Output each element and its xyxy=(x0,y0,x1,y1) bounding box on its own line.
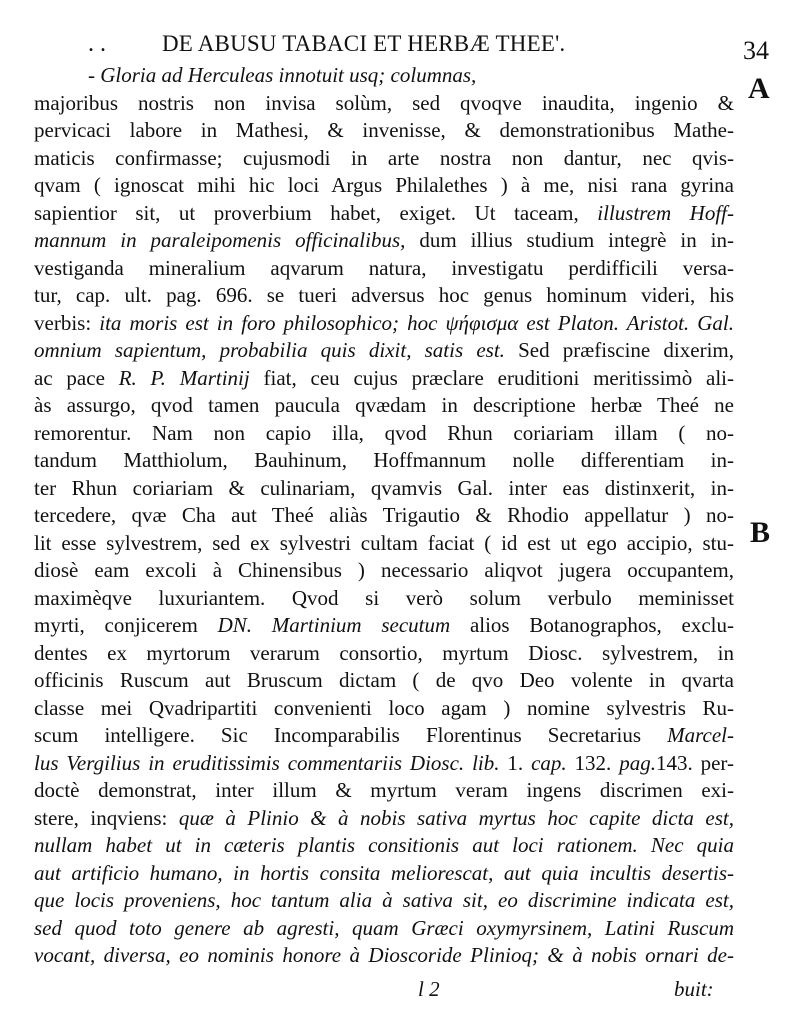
italic-text: aut artificio humano, in hortis consita meliorescat, aut quia incultis desertis- xyxy=(34,860,734,885)
page-header xyxy=(0,32,800,56)
text-line xyxy=(34,695,734,723)
roman-text: doctè demonstrat, inter illum & myrtum veram ingens discrimen exi- xyxy=(34,778,734,802)
text-line xyxy=(34,200,734,228)
roman-text: alios Botanographos, exclu- xyxy=(450,613,734,637)
text-line xyxy=(34,475,734,503)
text-line xyxy=(34,255,734,283)
text-line xyxy=(34,860,734,888)
italic-text: ita moris est in foro philosophico; hoc ψήφισμα est Platon. Aristot. Gal. xyxy=(99,310,734,335)
roman-text: tercedere, qvæ Cha aut Theé aliàs Trigautio & Rhodio appellatur ) no- xyxy=(34,503,734,527)
text-line xyxy=(34,62,734,90)
text-line xyxy=(34,750,734,778)
roman-text: maximèqve luxuriantem. Qvod si verò solum verbulo meminisset xyxy=(34,585,734,610)
text-line xyxy=(34,640,734,668)
text-line xyxy=(34,722,734,750)
roman-text: vestiganda mineralium aqvarum natura, investigatu perdifficili versa- xyxy=(34,255,734,280)
italic-text: omnium sapientum, probabilia quis dixit, satis est. xyxy=(34,338,505,362)
text-line xyxy=(34,585,734,613)
roman-text: sapientior sit, ut proverbium habet, exiget. Ut taceam, xyxy=(34,200,598,225)
italic-text: Marcel- xyxy=(667,723,734,747)
italic-text: cap. xyxy=(531,750,567,775)
text-line xyxy=(34,530,734,558)
roman-text: dentes ex myrtorum verarum consortio, myrtum Diosc. sylvestrem, in xyxy=(34,640,734,665)
text-line xyxy=(34,667,734,695)
italic-text: pag. xyxy=(619,750,656,775)
text-line xyxy=(34,310,734,338)
body-text xyxy=(34,62,734,970)
text-line xyxy=(34,805,734,833)
roman-text: officinis Ruscum aut Bruscum dictam ( de qvo Deo volente in qvarta xyxy=(34,668,734,692)
text-line xyxy=(34,365,734,393)
roman-text: classe mei Qvadripartiti convenienti loco agam ) nomine sylvestris Ru- xyxy=(34,695,734,720)
text-line xyxy=(34,832,734,860)
page-number: 34 xyxy=(743,36,769,65)
text-line xyxy=(34,887,734,915)
page-footer xyxy=(0,976,800,1002)
roman-text: qvam ( ignoscat mihi hic loci Argus Philalethes ) à me, nisi rana gyrina xyxy=(34,173,734,197)
roman-text: às assurgo, qvod tamen paucula qvædam in descriptione herbæ Theé ne xyxy=(34,393,734,417)
margin-marker-b: B xyxy=(750,516,771,549)
header-dots: . . xyxy=(88,31,106,57)
text-line xyxy=(34,447,734,475)
roman-text: fiat, ceu cujus præclare eruditioni meritissimò ali- xyxy=(249,365,735,390)
italic-text: sed quod toto genere ab agresti, quam Græci oxymyrsinem, Latini Ruscum xyxy=(34,915,734,940)
text-line xyxy=(34,282,734,310)
text-line xyxy=(34,227,734,255)
roman-text: dum illius studium integrè in in- xyxy=(405,228,734,252)
roman-text: - xyxy=(88,63,101,87)
catchword: buit: xyxy=(674,977,714,1001)
text-line xyxy=(34,90,734,118)
signature-mark: l 2 xyxy=(418,977,440,1001)
roman-text: 1. xyxy=(499,750,532,775)
italic-text: que locis proveniens, hoc tantum alia à sativa sit, eo discrimine indicata est, xyxy=(34,888,734,912)
roman-text: ter Rhun coriariam & culinariam, qvamvis Gal. inter eas distinxerit, in- xyxy=(34,475,734,500)
roman-text: verbis: xyxy=(34,310,100,335)
text-line xyxy=(34,915,734,943)
roman-text: pervicaci labore in Mathesi, & invenisse, & demonstrationibus Mathe- xyxy=(34,118,734,142)
italic-text: R. P. Martinij xyxy=(118,365,250,390)
italic-text: quæ à Plinio & à nobis sativa myrtus hoc capite dicta est, xyxy=(178,805,734,830)
italic-text: Gloria ad Herculeas innotuit usq; columnas, xyxy=(100,63,477,87)
roman-text: scum intelligere. Sic Incomparabilis Florentinus Secretarius xyxy=(34,723,668,747)
italic-text: nullam habet ut in cæteris plantis consitionis aut loci rationem. Nec quia xyxy=(34,833,734,857)
text-line xyxy=(34,942,734,970)
roman-text: Sed præfiscine dixerim, xyxy=(504,338,734,362)
roman-text: ac pace xyxy=(34,365,119,390)
roman-text: lit esse sylvestrem, sed ex sylvestri cultam faciat ( id est ut ego accipio, stu- xyxy=(34,530,734,555)
text-line xyxy=(34,557,734,585)
italic-text: mannum in paraleipomenis officinalibus, xyxy=(34,228,406,252)
roman-text: tandum Matthiolum, Bauhinum, Hoffmannum nolle differentiam in- xyxy=(34,448,734,472)
roman-text: stere, inqviens: xyxy=(34,805,179,830)
italic-text: DN. Martinium secutum xyxy=(217,613,451,637)
roman-text: maticis confirmasse; cujusmodi in arte nostra non dantur, nec qvis- xyxy=(34,145,734,170)
text-line xyxy=(34,117,734,145)
text-line xyxy=(34,420,734,448)
italic-text: vocant, diversa, eo nominis honore à Dioscoride Plinioq; & à nobis ornari de- xyxy=(34,943,734,967)
text-line xyxy=(34,612,734,640)
roman-text: tur, cap. ult. pag. 696. se tueri adversus hoc genus hominum videri, his xyxy=(34,283,734,307)
roman-text: 143. per- xyxy=(655,750,734,775)
running-title: DE ABUSU TABACI ET HERBÆ THEE'. xyxy=(162,31,566,56)
roman-text: diosè eam excoli à Chinensibus ) necessario aliqvot jugera occupantem, xyxy=(34,558,734,582)
text-line xyxy=(34,172,734,200)
roman-text: myrti, conjicerem xyxy=(34,613,218,637)
margin-marker-a: A xyxy=(748,72,770,105)
roman-text: 132. xyxy=(566,750,620,775)
italic-text: illustrem Hoff- xyxy=(597,200,735,225)
text-line xyxy=(34,337,734,365)
text-line xyxy=(34,777,734,805)
text-line xyxy=(34,392,734,420)
roman-text: majoribus nostris non invisa solùm, sed qvoqve inaudita, ingenio & xyxy=(34,90,734,115)
text-line xyxy=(34,145,734,173)
text-line xyxy=(34,502,734,530)
roman-text: remorentur. Nam non capio illa, qvod Rhun coriariam illam ( no- xyxy=(34,420,734,445)
italic-text: lus Vergilius in eruditissimis commentariis Diosc. lib. xyxy=(34,750,500,775)
